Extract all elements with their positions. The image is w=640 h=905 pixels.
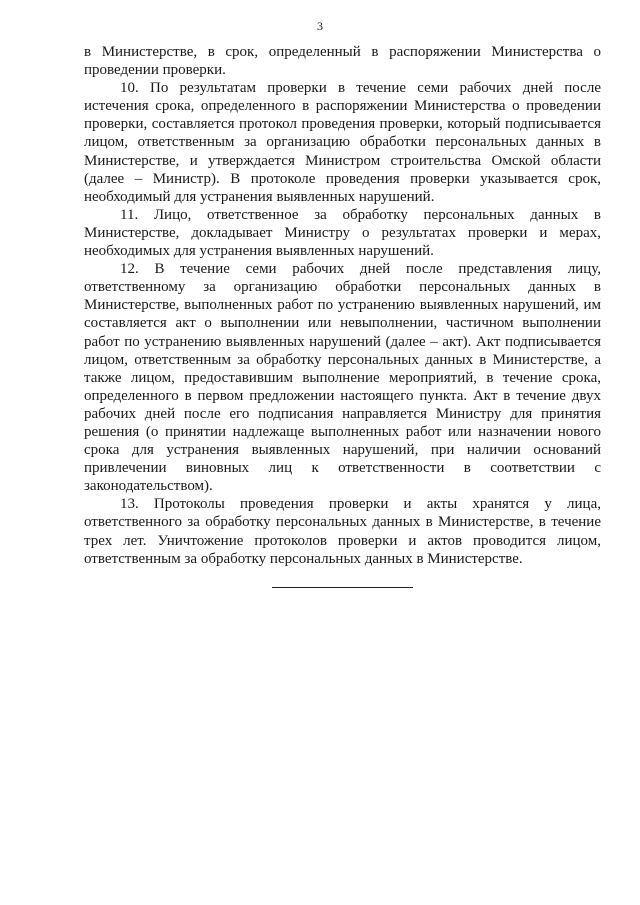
paragraph-item-10: 10. По результатам проверки в течение семи рабочих дней после истечения срока, определенного в распоряжении Министерства о проведении проверки, составляется протокол проведения проверки, который подписывается лицом, ответственным за организацию обработки персональных данных в Министерстве, и утверждается Министром строительства Омской области (далее – Министр). В протоколе проведения проверки указывается срок, необходимый для устранения выявленных нарушений. xyxy=(84,80,601,205)
paragraph-item-11: 11. Лицо, ответственное за обработку персональных данных в Министерстве, докладывает Министру о результатах проверки и мерах, необходимых для устранения выявленных нарушений. xyxy=(84,206,601,260)
closing-divider-line xyxy=(272,587,413,588)
page-number: 3 xyxy=(317,19,323,33)
paragraph-continuation: в Министерстве, в срок, определенный в распоряжении Министерства о проведении проверки. xyxy=(84,44,601,79)
paragraph-item-13: 13. Протоколы проведения проверки и акты хранятся у лица, ответственного за обработку персональных данных в Министерстве, в течение трех лет. Уничтожение протоколов проверки и актов проводится лицом, ответственным за обработку персональных данных в Министерстве. xyxy=(84,496,601,567)
document-body xyxy=(84,43,601,568)
paragraph-item-12: 12. В течение семи рабочих дней после представления лицу, ответственному за организацию обработки персональных данных в Министерстве, выполненных работ по устранению выявленных нарушений, им составляется акт о выполнении или невыполнении, частичном выполнении работ по устранению выявленных нарушений (далее – акт). Акт подписывается лицом, ответственным за обработку персональных данных в Министерстве, а также лицом, предоставившим выполнение мероприятий, в течение срока, определенного в первом предложении настоящего пункта. Акт в течение двух рабочих дней после его подписания направляется Министру для принятия решения (о принятии надлежаще выполненных работ или назначении нового срока для устранения выявленных нарушений, при наличии оснований привлечении виновных лиц к ответственности в соответствии с законодательством). xyxy=(84,261,601,495)
